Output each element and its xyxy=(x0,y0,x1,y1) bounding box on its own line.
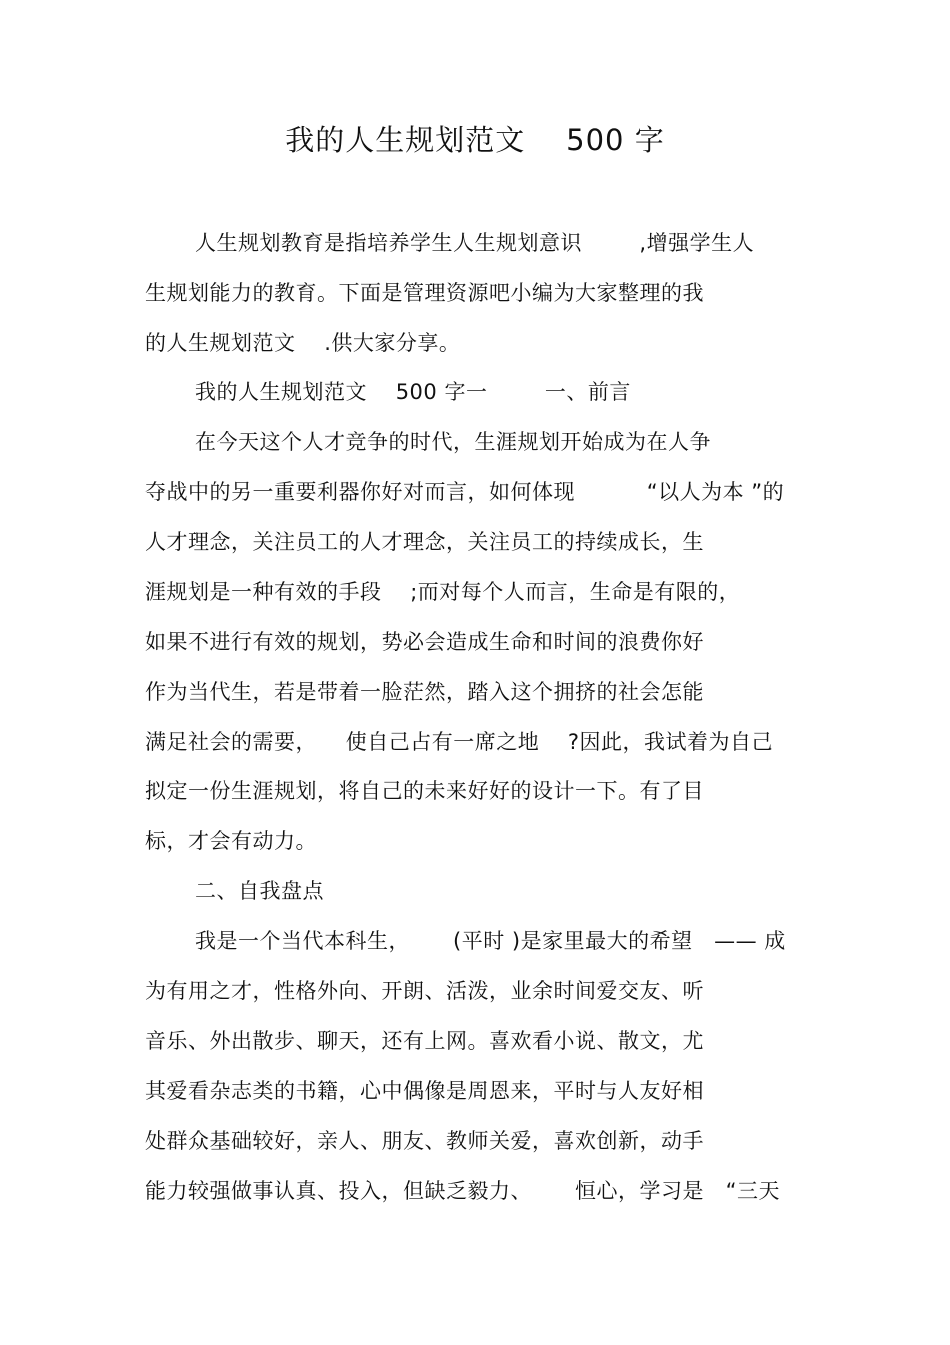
section-heading: 我的人生规划范文 500 字一 一、前言 xyxy=(195,380,631,404)
paragraph-line: 作为当代生，若是带着一脸茫然，踏入这个拥挤的社会怎能 xyxy=(145,680,704,704)
page-title: 我的人生规划范文 500 字 xyxy=(285,123,665,157)
paragraph-line: 生规划能力的教育。下面是管理资源吧小编为大家整理的我 xyxy=(145,281,704,305)
paragraph-line: 人才理念，关注员工的人才理念，关注员工的持续成长，生 xyxy=(145,530,704,554)
paragraph-line: 我是一个当代本科生， (平时 )是家里最大的希望 —— 成 xyxy=(195,929,786,953)
paragraph-line: 涯规划是一种有效的手段 ;而对每个人而言，生命是有限的， xyxy=(145,580,741,604)
paragraph-line: 音乐、外出散步、聊天，还有上网。喜欢看小说、散文，尤 xyxy=(145,1029,704,1053)
paragraph-line: 其爱看杂志类的书籍，心中偶像是周恩来，平时与人友好相 xyxy=(145,1079,704,1103)
paragraph-line: 夺战中的另一重要利器你好对而言，如何体现 “以人为本 ”的 xyxy=(145,480,785,504)
paragraph-line: 在今天这个人才竞争的时代，生涯规划开始成为在人争 xyxy=(195,430,711,454)
paragraph-line: 人生规划教育是指培养学生人生规划意识 ,增强学生人 xyxy=(195,231,755,255)
paragraph-line: 满足社会的需要， 使自己占有一席之地 ?因此，我试着为自己 xyxy=(145,730,774,754)
paragraph-line: 能力较强做事认真、投入，但缺乏毅力、 恒心，学习是 “三天 xyxy=(145,1179,780,1203)
paragraph-line: 处群众基础较好，亲人、朋友、教师关爱，喜欢创新，动手 xyxy=(145,1129,704,1153)
paragraph-line: 为有用之才，性格外向、开朗、活泼，业余时间爱交友、听 xyxy=(145,979,704,1003)
paragraph-line: 拟定一份生涯规划，将自己的未来好好的设计一下。有了目 xyxy=(145,779,704,803)
paragraph-line: 标，才会有动力。 xyxy=(145,829,317,853)
paragraph-line: 如果不进行有效的规划，势必会造成生命和时间的浪费你好 xyxy=(145,630,704,654)
section-heading: 二、自我盘点 xyxy=(195,879,324,903)
paragraph-line: 的人生规划范文 .供大家分享。 xyxy=(145,331,461,355)
